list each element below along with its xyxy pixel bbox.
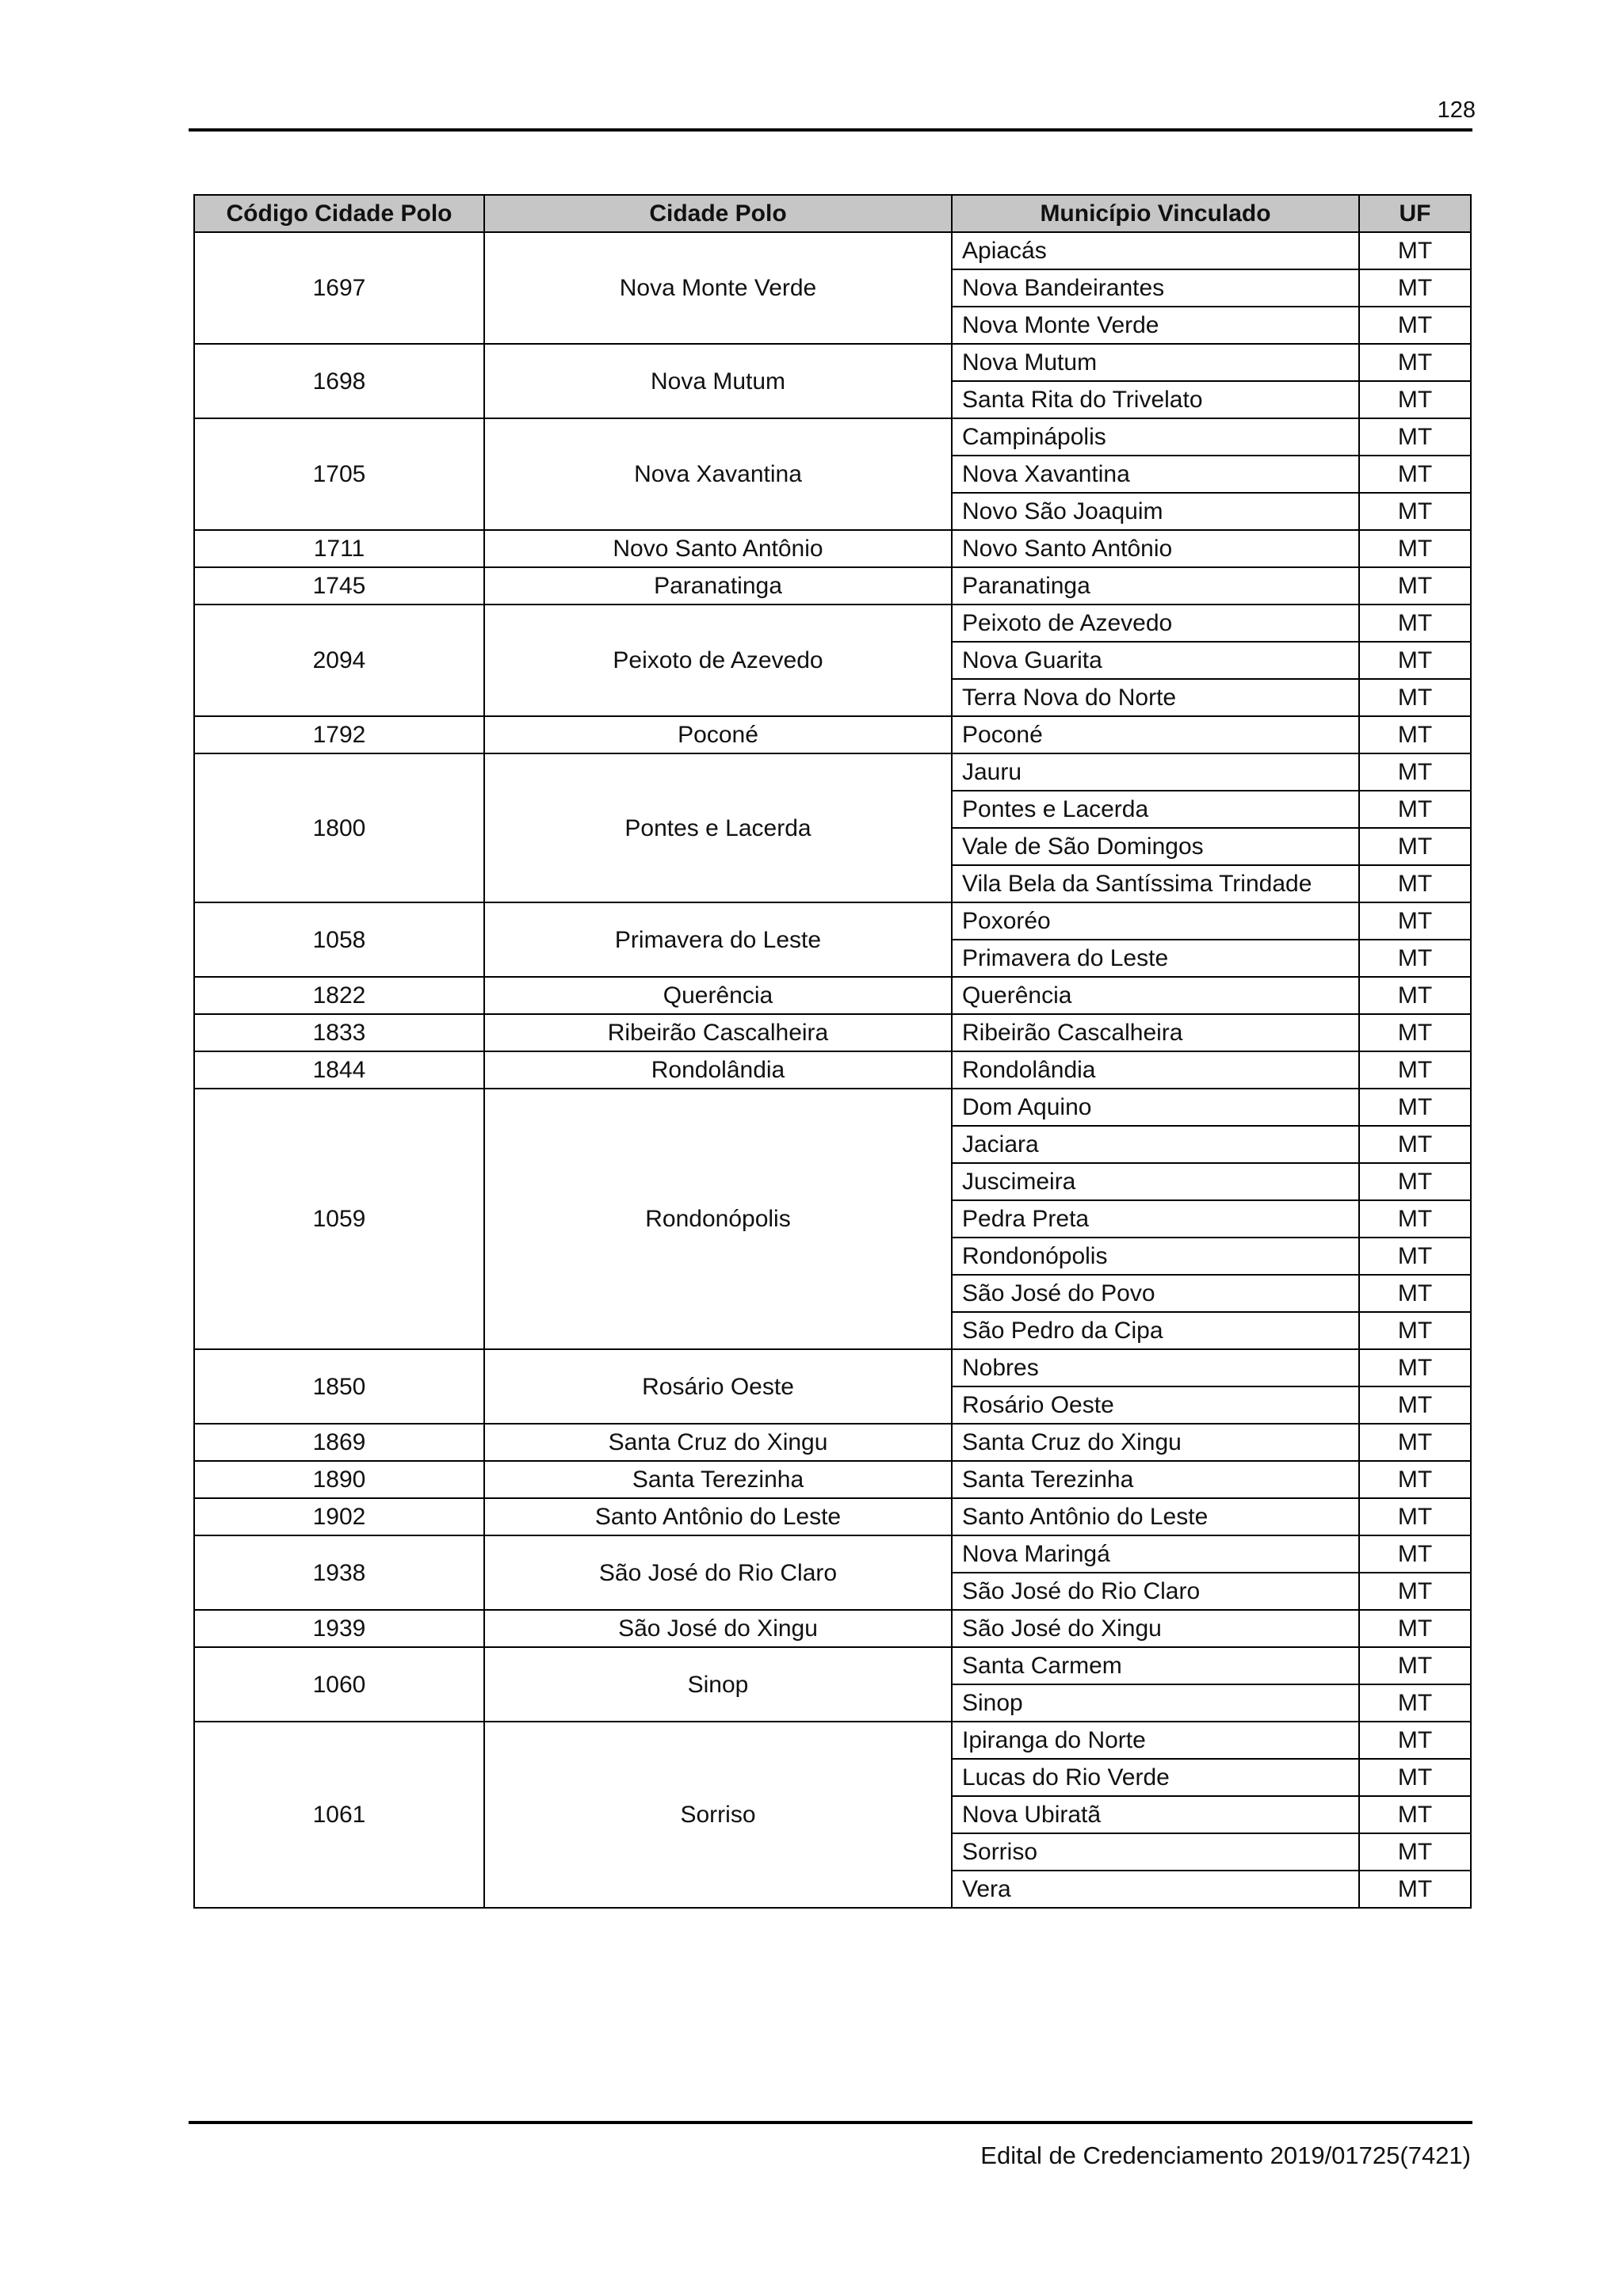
uf-cell: MT	[1359, 1238, 1471, 1275]
uf-cell: MT	[1359, 1126, 1471, 1163]
uf-cell: MT	[1359, 642, 1471, 679]
municipio-cell: Poconé	[952, 716, 1359, 753]
municipio-cell: Nova Guarita	[952, 642, 1359, 679]
uf-cell: MT	[1359, 1573, 1471, 1610]
municipio-cell: Sinop	[952, 1684, 1359, 1722]
codigo-cell: 1938	[194, 1535, 484, 1610]
municipio-cell: Rondolândia	[952, 1051, 1359, 1089]
codigo-cell: 1869	[194, 1424, 484, 1461]
header-cidade-polo: Cidade Polo	[484, 195, 952, 232]
municipio-cell: Vale de São Domingos	[952, 828, 1359, 865]
table-row	[194, 1014, 1471, 1051]
municipio-cell: Nobres	[952, 1349, 1359, 1386]
uf-cell: MT	[1359, 1722, 1471, 1759]
cidade-polo-cell: Paranatinga	[484, 567, 952, 605]
uf-cell: MT	[1359, 791, 1471, 828]
codigo-cell: 1697	[194, 232, 484, 344]
table-row	[194, 344, 1471, 381]
cidade-polo-cell: Pontes e Lacerda	[484, 753, 952, 902]
table-header	[194, 195, 1471, 232]
codigo-cell: 1850	[194, 1349, 484, 1424]
municipio-cell: Nova Monte Verde	[952, 307, 1359, 344]
header-row	[194, 195, 1471, 232]
codigo-cell: 1844	[194, 1051, 484, 1089]
cidade-polo-cell: Santo Antônio do Leste	[484, 1498, 952, 1535]
codigo-cell: 1800	[194, 753, 484, 902]
cidade-polo-cell: Poconé	[484, 716, 952, 753]
municipio-cell: Nova Bandeirantes	[952, 269, 1359, 307]
municipio-cell: Poxoréo	[952, 902, 1359, 940]
table-row	[194, 1722, 1471, 1759]
uf-cell: MT	[1359, 1498, 1471, 1535]
uf-cell: MT	[1359, 1051, 1471, 1089]
municipio-cell: São José do Povo	[952, 1275, 1359, 1312]
footer-rule	[189, 2121, 1472, 2124]
codigo-cell: 2094	[194, 605, 484, 716]
cidade-polo-cell: Sorriso	[484, 1722, 952, 1908]
municipio-cell: Querência	[952, 977, 1359, 1014]
municipio-cell: Novo São Joaquim	[952, 493, 1359, 530]
header-codigo-cidade-polo: Código Cidade Polo	[194, 195, 484, 232]
cidade-polo-cell: Novo Santo Antônio	[484, 530, 952, 567]
header-rule	[189, 128, 1472, 132]
uf-cell: MT	[1359, 1871, 1471, 1908]
uf-cell: MT	[1359, 716, 1471, 753]
codigo-cell: 1792	[194, 716, 484, 753]
uf-cell: MT	[1359, 977, 1471, 1014]
uf-cell: MT	[1359, 1610, 1471, 1647]
municipio-cell: São José do Xingu	[952, 1610, 1359, 1647]
table-row	[194, 1498, 1471, 1535]
cidade-polo-cell: Nova Mutum	[484, 344, 952, 418]
table-row	[194, 1647, 1471, 1684]
uf-cell: MT	[1359, 679, 1471, 716]
municipio-cell: Juscimeira	[952, 1163, 1359, 1200]
uf-cell: MT	[1359, 828, 1471, 865]
uf-cell: MT	[1359, 1014, 1471, 1051]
municipio-cell: Nova Mutum	[952, 344, 1359, 381]
page-number: 128	[1437, 97, 1476, 123]
municipio-cell: Terra Nova do Norte	[952, 679, 1359, 716]
municipio-cell: São Pedro da Cipa	[952, 1312, 1359, 1349]
codigo-cell: 1890	[194, 1461, 484, 1498]
uf-cell: MT	[1359, 1312, 1471, 1349]
header-municipio-vinculado: Município Vinculado	[952, 195, 1359, 232]
codigo-cell: 1902	[194, 1498, 484, 1535]
municipio-cell: Paranatinga	[952, 567, 1359, 605]
municipio-cell: Pontes e Lacerda	[952, 791, 1359, 828]
uf-cell: MT	[1359, 1535, 1471, 1573]
uf-cell: MT	[1359, 1163, 1471, 1200]
cidade-polo-cell: São José do Xingu	[484, 1610, 952, 1647]
municipio-cell: Primavera do Leste	[952, 940, 1359, 977]
municipio-cell: Santo Antônio do Leste	[952, 1498, 1359, 1535]
uf-cell: MT	[1359, 1200, 1471, 1238]
cidade-polo-cell: Rondonópolis	[484, 1089, 952, 1349]
table-row	[194, 716, 1471, 753]
table-row	[194, 753, 1471, 791]
table-row	[194, 567, 1471, 605]
uf-cell: MT	[1359, 307, 1471, 344]
cidade-polo-cell: Nova Monte Verde	[484, 232, 952, 344]
municipio-cell: Santa Cruz do Xingu	[952, 1424, 1359, 1461]
municipio-cell: Novo Santo Antônio	[952, 530, 1359, 567]
municipio-cell: Ipiranga do Norte	[952, 1722, 1359, 1759]
uf-cell: MT	[1359, 865, 1471, 902]
uf-cell: MT	[1359, 1386, 1471, 1424]
table-row	[194, 1461, 1471, 1498]
uf-cell: MT	[1359, 269, 1471, 307]
uf-cell: MT	[1359, 1461, 1471, 1498]
uf-cell: MT	[1359, 232, 1471, 269]
table-row	[194, 232, 1471, 269]
cidade-polo-cell: Rondolândia	[484, 1051, 952, 1089]
cidade-polo-cell: São José do Rio Claro	[484, 1535, 952, 1610]
codigo-cell: 1058	[194, 902, 484, 977]
municipio-cell: Vila Bela da Santíssima Trindade	[952, 865, 1359, 902]
codigo-cell: 1822	[194, 977, 484, 1014]
polo-table	[193, 194, 1472, 1909]
municipio-cell: Apiacás	[952, 232, 1359, 269]
uf-cell: MT	[1359, 1089, 1471, 1126]
table-row	[194, 1051, 1471, 1089]
footer-text: Edital de Credenciamento 2019/01725(7421)	[980, 2142, 1471, 2169]
uf-cell: MT	[1359, 1759, 1471, 1796]
table-row	[194, 1089, 1471, 1126]
table-row	[194, 530, 1471, 567]
municipio-cell: Lucas do Rio Verde	[952, 1759, 1359, 1796]
municipio-cell: Nova Xavantina	[952, 456, 1359, 493]
municipio-cell: Rosário Oeste	[952, 1386, 1359, 1424]
table-row	[194, 1535, 1471, 1573]
codigo-cell: 1745	[194, 567, 484, 605]
uf-cell: MT	[1359, 1647, 1471, 1684]
table-row	[194, 902, 1471, 940]
municipio-cell: Santa Rita do Trivelato	[952, 381, 1359, 418]
uf-cell: MT	[1359, 567, 1471, 605]
codigo-cell: 1711	[194, 530, 484, 567]
cidade-polo-cell: Sinop	[484, 1647, 952, 1722]
uf-cell: MT	[1359, 902, 1471, 940]
codigo-cell: 1833	[194, 1014, 484, 1051]
uf-cell: MT	[1359, 1684, 1471, 1722]
municipio-cell: Jaciara	[952, 1126, 1359, 1163]
municipio-cell: Nova Maringá	[952, 1535, 1359, 1573]
cidade-polo-cell: Santa Cruz do Xingu	[484, 1424, 952, 1461]
municipio-cell: Ribeirão Cascalheira	[952, 1014, 1359, 1051]
table-row	[194, 418, 1471, 456]
uf-cell: MT	[1359, 1275, 1471, 1312]
codigo-cell: 1705	[194, 418, 484, 530]
uf-cell: MT	[1359, 1796, 1471, 1833]
codigo-cell: 1061	[194, 1722, 484, 1908]
codigo-cell: 1060	[194, 1647, 484, 1722]
uf-cell: MT	[1359, 940, 1471, 977]
codigo-cell: 1698	[194, 344, 484, 418]
uf-cell: MT	[1359, 418, 1471, 456]
cidade-polo-cell: Ribeirão Cascalheira	[484, 1014, 952, 1051]
municipio-cell: Pedra Preta	[952, 1200, 1359, 1238]
municipio-cell: Rondonópolis	[952, 1238, 1359, 1275]
table-row	[194, 1424, 1471, 1461]
uf-cell: MT	[1359, 381, 1471, 418]
municipio-cell: Nova Ubiratã	[952, 1796, 1359, 1833]
uf-cell: MT	[1359, 1349, 1471, 1386]
municipio-cell: Jauru	[952, 753, 1359, 791]
cidade-polo-cell: Santa Terezinha	[484, 1461, 952, 1498]
cidade-polo-cell: Querência	[484, 977, 952, 1014]
municipio-cell: Vera	[952, 1871, 1359, 1908]
table-row	[194, 605, 1471, 642]
uf-cell: MT	[1359, 753, 1471, 791]
uf-cell: MT	[1359, 605, 1471, 642]
table-body	[194, 232, 1471, 1908]
cidade-polo-cell: Primavera do Leste	[484, 902, 952, 977]
codigo-cell: 1059	[194, 1089, 484, 1349]
cidade-polo-cell: Peixoto de Azevedo	[484, 605, 952, 716]
codigo-cell: 1939	[194, 1610, 484, 1647]
municipio-cell: Sorriso	[952, 1833, 1359, 1871]
municipio-cell: Campinápolis	[952, 418, 1359, 456]
municipio-cell: Santa Terezinha	[952, 1461, 1359, 1498]
cidade-polo-cell: Rosário Oeste	[484, 1349, 952, 1424]
header-uf: UF	[1359, 195, 1471, 232]
municipio-cell: Peixoto de Azevedo	[952, 605, 1359, 642]
cidade-polo-cell: Nova Xavantina	[484, 418, 952, 530]
municipio-cell: Dom Aquino	[952, 1089, 1359, 1126]
uf-cell: MT	[1359, 493, 1471, 530]
uf-cell: MT	[1359, 344, 1471, 381]
municipio-cell: São José do Rio Claro	[952, 1573, 1359, 1610]
table-row	[194, 1349, 1471, 1386]
table-row	[194, 1610, 1471, 1647]
uf-cell: MT	[1359, 1424, 1471, 1461]
uf-cell: MT	[1359, 456, 1471, 493]
table-row	[194, 977, 1471, 1014]
municipio-cell: Santa Carmem	[952, 1647, 1359, 1684]
uf-cell: MT	[1359, 1833, 1471, 1871]
uf-cell: MT	[1359, 530, 1471, 567]
